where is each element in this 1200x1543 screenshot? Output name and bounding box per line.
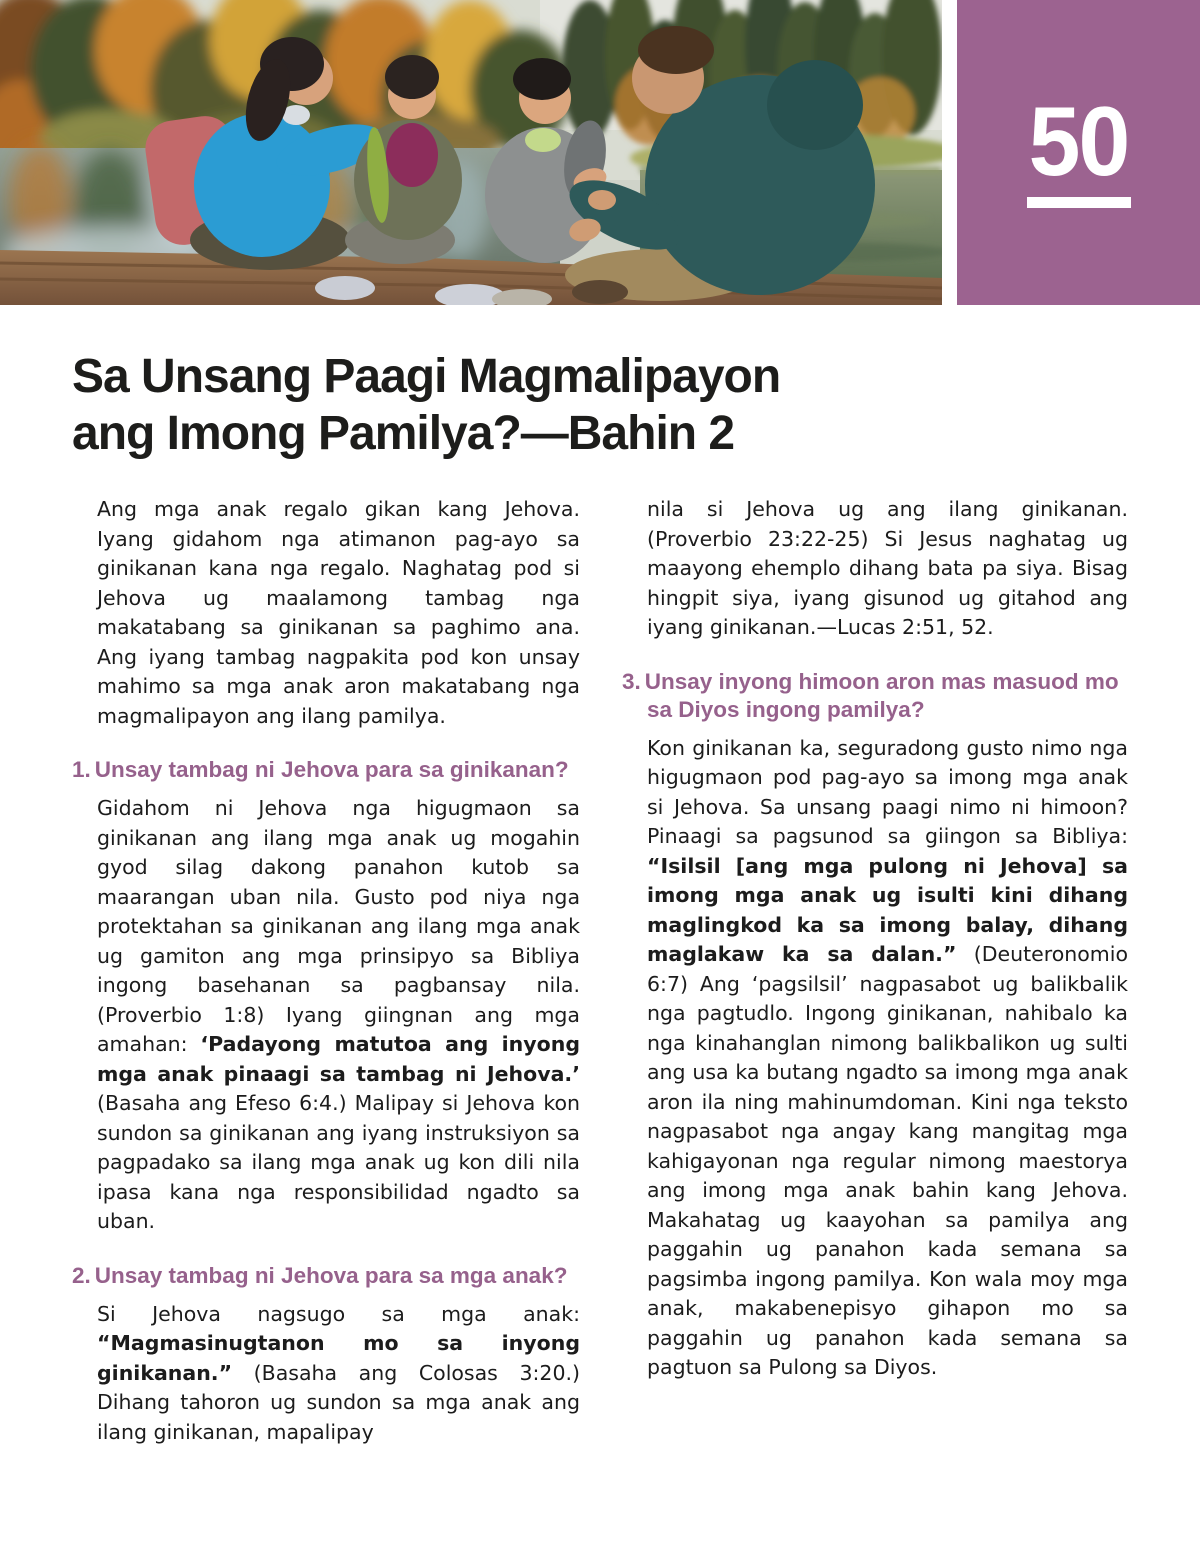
title-line-1: Sa Unsang Paagi Magmalipayon [72, 350, 781, 403]
question-heading [72, 1262, 580, 1290]
question-heading [622, 668, 1128, 724]
paragraph [647, 734, 1128, 1383]
question-number: 2. [72, 1262, 91, 1288]
header-photo [0, 0, 942, 305]
bold-scripture-quote: “Isilsil [ang mga pulong ni Jehova] sa imong mga anak ug isulti kini dihang maglingkod ka sa imong balay, dihang maglakaw ka sa dalan.” [647, 853, 1128, 966]
body-text: nila si Jehova ug ang ilang ginikanan. (Proverbio 23:22-25) Si Jesus naghatag ug maayong ehemplo dihang bata pa siya. Bisag hingpit siya, iyang gisunod ug gitahod ang iyang ginikanan.—Lucas 2:51, 52. [647, 497, 1128, 639]
lesson-number-underline [1027, 197, 1131, 208]
body-text: (Basaha ang Colosas 3:20.) Dihang tahoron ug sundon sa mga anak ang ilang ginikanan, mapalipay [97, 1360, 580, 1444]
question-text: Unsay tambag ni Jehova para sa ginikanan? [94, 757, 569, 782]
column-1 [72, 495, 580, 1447]
page-title [72, 348, 780, 462]
lesson-number: 50 [1028, 86, 1129, 196]
paragraph [97, 495, 580, 731]
question-heading [72, 756, 580, 784]
bold-scripture-quote: “Magmasinugtanon mo sa inyong ginikanan.” [97, 1331, 580, 1385]
body-text: (Deuteronomio 6:7) Ang ‘pagsilsil’ nagpasabot ug balikbalik nga pagtudlo. Ingong ginikanan, nahibalo ka nga kinahanglan nimong balikbalikon ug sulti ang usa ka butang ngadto sa imong mga anak aron ila ning mahinumdoman. Kini nga teksto nagpasabot nga angay kang mangitag mga kahigayonan nga regular nimong maestorya ang imong mga anak bahin kang Jehova. Makahatag ug kaayohan sa pamilya ang paggahin ug panahon kada semana sa pagsimba ingong pamilya. Kon wala moy mga anak, makabenepisyo gihapon mo sa paggahin ug panahon kada semana sa pagtuon sa Pulong sa Diyos. [647, 942, 1128, 1379]
paragraph [97, 1300, 580, 1448]
bold-scripture-quote: ‘Padayong matutoa ang inyong mga anak pinaagi sa tambag ni Jehova.’ [97, 1032, 580, 1086]
column-2 [622, 495, 1128, 1447]
content-columns [72, 495, 1128, 1447]
body-text: (Basaha ang Efeso 6:4.) Malipay si Jehova kon sundon sa ginikanan ang iyang instruksiyon sa pagpadako sa ilang mga anak ug kon dili nila ipasa kana nga responsibilidad ngadto sa uban. [97, 1091, 580, 1233]
body-text: Si Jehova nagsugo sa mga anak: [97, 1301, 580, 1326]
question-text: Unsay tambag ni Jehova para sa mga anak? [94, 1262, 568, 1288]
question-number: 3. [622, 668, 641, 694]
body-text: Kon ginikanan ka, seguradong gusto nimo nga higugmaon pod pag-ayo sa imong mga anak si Jehova. Sa unsang paagi nimo ni himoon? Pinaagi sa pagsunod sa giingon sa Bibliya: [647, 735, 1128, 848]
question-text: Unsay inyong himoon aron mas masuod mo sa Diyos ingong pamilya? [644, 668, 1119, 722]
title-line-2: ang Imong Pamilya?—Bahin 2 [72, 407, 735, 460]
paragraph [647, 495, 1128, 643]
question-number: 1. [72, 757, 91, 782]
paragraph [97, 794, 580, 1237]
lesson-number-badge [957, 0, 1200, 305]
body-text: Gidahom ni Jehova nga higugmaon sa ginikanan ang ilang mga anak ug mogahin gyod silag dakong panahon kutob sa maarangan uban nila. Gusto pod niya nga protektahan sa ginikanan ang ilang mga anak ug gamiton ang mga prinsipyo sa Bibliya ingong basehanan sa pagbansay nila. (Proverbio 1:8) Iyang giingnan ang mga amahan: [97, 796, 580, 1056]
body-text: Ang mga anak regalo gikan kang Jehova. Iyang gidahom nga atimanon pag-ayo sa ginikanan kana nga regalo. Naghatag pod si Jehova ug maalamong tambag nga makatabang sa ginikanan sa paghimo ana. Ang iyang tambag nagpakita pod kon unsay mahimo sa mga anak aron makatabang nga magmalipayon ang ilang pamilya. [97, 497, 580, 728]
family-lake-illustration [0, 0, 942, 305]
page-header [0, 0, 1200, 305]
